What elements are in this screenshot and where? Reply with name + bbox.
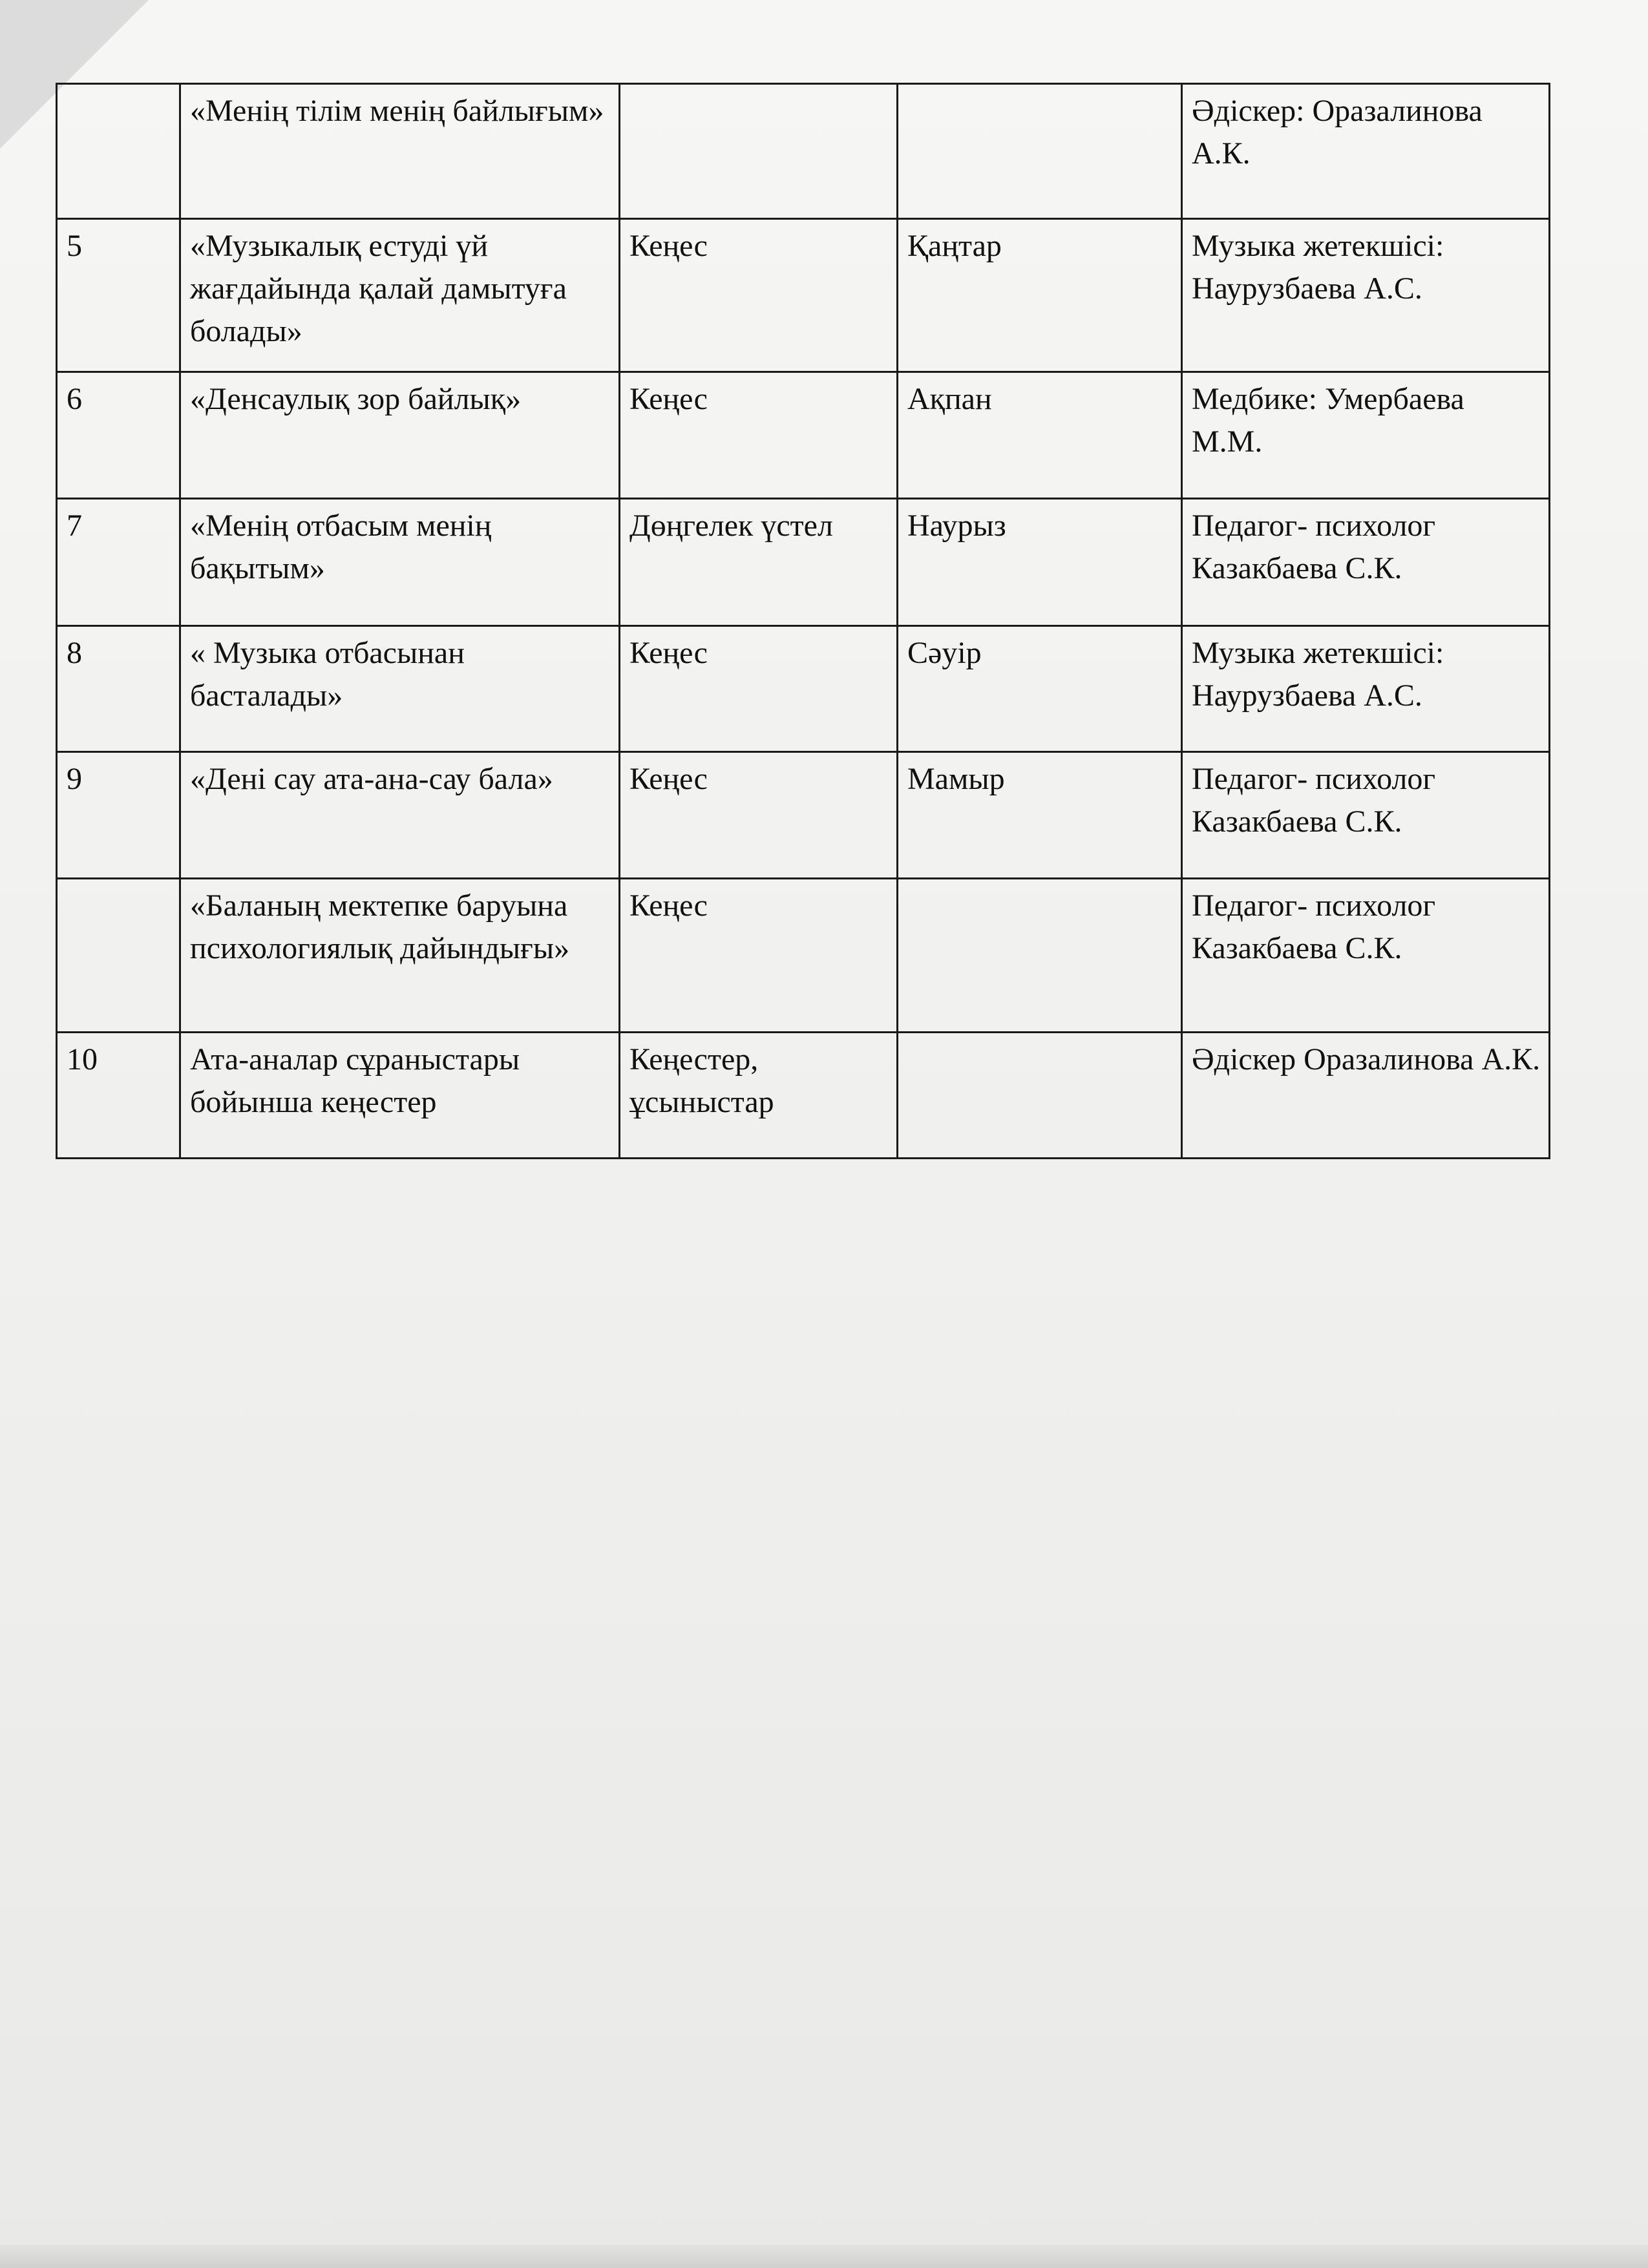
row-number: 6 xyxy=(57,372,180,499)
row-number: 5 xyxy=(57,219,180,372)
row-responsible: Музыка жетекшісі: Наурузбаева А.С. xyxy=(1182,626,1550,752)
row-topic: «Менің отбасым менің бақытым» xyxy=(180,499,620,626)
row-number: 7 xyxy=(57,499,180,626)
table-row xyxy=(57,84,1550,219)
row-time: Қаңтар xyxy=(898,219,1182,372)
row-topic: Ата-аналар сұраныстары бойынша кеңестер xyxy=(180,1033,620,1159)
row-time xyxy=(898,879,1182,1033)
row-time xyxy=(898,84,1182,219)
row-form: Кеңестер, ұсыныстар xyxy=(620,1033,898,1159)
row-form: Кеңес xyxy=(620,219,898,372)
row-responsible: Медбике: Умербаева М.М. xyxy=(1182,372,1550,499)
table-row xyxy=(57,1033,1550,1159)
row-time: Сәуір xyxy=(898,626,1182,752)
row-topic: «Баланың мектепке баруына психологиялық дайындығы» xyxy=(180,879,620,1033)
row-topic: « Музыка отбасынан басталады» xyxy=(180,626,620,752)
row-topic: «Денсаулық зор байлық» xyxy=(180,372,620,499)
row-responsible: Педагог- психолог Казакбаева С.К. xyxy=(1182,879,1550,1033)
row-number xyxy=(57,879,180,1033)
table-row xyxy=(57,626,1550,752)
row-responsible: Педагог- психолог Казакбаева С.К. xyxy=(1182,499,1550,626)
row-topic: «Менің тілім менің байлығым» xyxy=(180,84,620,219)
row-form: Дөңгелек үстел xyxy=(620,499,898,626)
table-row xyxy=(57,219,1550,372)
row-time: Мамыр xyxy=(898,752,1182,879)
row-form: Кеңес xyxy=(620,879,898,1033)
row-time xyxy=(898,1033,1182,1159)
row-form: Кеңес xyxy=(620,626,898,752)
row-time: Ақпан xyxy=(898,372,1182,499)
table-row xyxy=(57,499,1550,626)
row-responsible: Педагог- психолог Казакбаева С.К. xyxy=(1182,752,1550,879)
row-form: Кеңес xyxy=(620,752,898,879)
row-number: 8 xyxy=(57,626,180,752)
row-topic: «Музыкалық естуді үй жағдайында қалай дамытуға болады» xyxy=(180,219,620,372)
table-row xyxy=(57,752,1550,879)
row-responsible: Әдіскер Оразалинова А.К. xyxy=(1182,1033,1550,1159)
row-responsible: Әдіскер: Оразалинова А.К. xyxy=(1182,84,1550,219)
scan-edge xyxy=(0,2245,1648,2268)
row-number: 10 xyxy=(57,1033,180,1159)
table-row xyxy=(57,879,1550,1033)
row-form: Кеңес xyxy=(620,372,898,499)
row-number xyxy=(57,84,180,219)
row-topic: «Дені сау ата-ана-сау бала» xyxy=(180,752,620,879)
row-number: 9 xyxy=(57,752,180,879)
row-form xyxy=(620,84,898,219)
work-plan-table xyxy=(56,83,1550,1159)
row-time: Наурыз xyxy=(898,499,1182,626)
row-responsible: Музыка жетекшісі: Наурузбаева А.С. xyxy=(1182,219,1550,372)
table-row xyxy=(57,372,1550,499)
